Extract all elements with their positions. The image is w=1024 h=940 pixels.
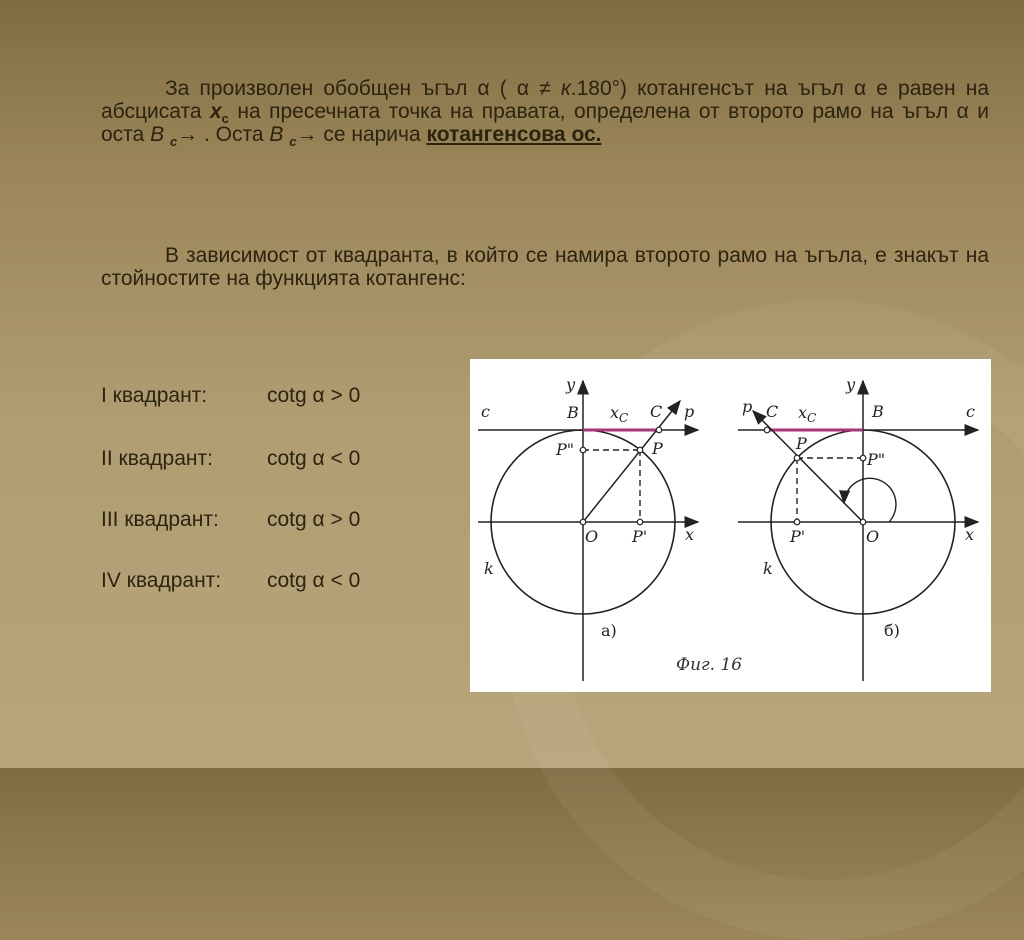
label-y-b: y — [846, 375, 856, 394]
quadrant-row-4 — [101, 569, 360, 593]
label-p-b: P — [796, 434, 807, 453]
point-o-a — [580, 519, 586, 525]
label-b-a: B — [567, 403, 579, 422]
label-c-axis-a: c — [481, 402, 490, 421]
point-p2-b — [860, 455, 866, 461]
quadrant-row-2 — [101, 447, 360, 471]
label-panel-b: б) — [884, 621, 900, 640]
panel-b — [738, 375, 978, 681]
label-x-a: x — [685, 525, 695, 544]
label-p1-b: P' — [790, 527, 806, 546]
label-x-b: x — [965, 525, 975, 544]
label-k-b: k — [763, 559, 773, 578]
figure-svg — [470, 359, 991, 692]
point-p2-a — [580, 447, 586, 453]
point-p-b — [794, 455, 800, 461]
quadrant-rule: cotg α > 0 — [267, 508, 361, 531]
point-c-b — [764, 427, 770, 433]
label-k-a: k — [484, 559, 494, 578]
quadrant-name: III квадрант: — [101, 508, 219, 531]
ray-op-b — [753, 411, 863, 522]
label-b-b: B — [872, 402, 884, 421]
quadrant-name: I квадрант: — [101, 384, 208, 407]
figure-caption: Фиг. 16 — [676, 655, 743, 675]
definition-paragraph: За произволен обобщен ъгъл α ( α ≠ к.180°) котангенсът на ъгъл α е равен на абсцисата $x_c$ на пресечната точка на правата, определена от второто рамо на ъгъл α и оста B $_c$→ . Оста B $_c$→ се нарича котангенсова ос. — [101, 77, 989, 150]
quadrant-name: IV квадрант: — [101, 569, 222, 592]
cotangent-axis-term: котангенсова ос. — [426, 123, 602, 146]
label-xc-b: $x_C$ — [798, 403, 817, 425]
label-o-b: O — [866, 527, 880, 546]
label-p-a: P — [652, 439, 663, 458]
label-c-axis-b: c — [966, 402, 975, 421]
point-p1-b — [794, 519, 800, 525]
quadrant-row-3 — [101, 508, 360, 532]
label-o-a: O — [585, 527, 599, 546]
label-p2-b: P" — [867, 450, 886, 469]
label-p1-a: P' — [632, 527, 648, 546]
quadrant-row-1 — [101, 384, 360, 408]
point-p-a — [637, 447, 643, 453]
label-c-point-b: C — [766, 402, 779, 421]
label-p2-a: P" — [556, 440, 575, 459]
label-panel-a: а) — [601, 621, 617, 640]
quadrant-name: II квадрант: — [101, 447, 213, 470]
label-y-a: y — [566, 375, 576, 394]
point-c-a — [656, 427, 662, 433]
label-p-ray-a: p — [684, 402, 695, 421]
ray-op-a — [583, 401, 680, 522]
label-xc-a: $x_C$ — [610, 403, 629, 425]
quadrant-rule: cotg α < 0 — [267, 447, 361, 470]
label-c-point-a: C — [650, 402, 663, 421]
cotangent-figure — [470, 359, 991, 692]
angle-arc-b — [844, 478, 896, 522]
point-o-b — [860, 519, 866, 525]
label-p-ray-b: p — [742, 397, 753, 416]
panel-a — [478, 375, 698, 681]
quadrant-rule: cotg α < 0 — [267, 569, 361, 592]
point-p1-a — [637, 519, 643, 525]
quadrant-rule: cotg α > 0 — [267, 384, 361, 407]
sign-paragraph: В зависимост от квадранта, в който се намира второто рамо на ъгъла, е знакът на стойностите на функцията котангенс: — [101, 244, 989, 290]
